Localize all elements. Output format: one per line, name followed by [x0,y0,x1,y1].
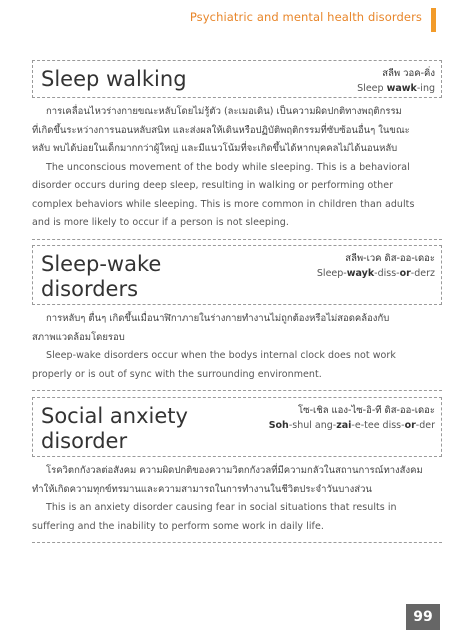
english-definition-line: disorder occurs during deep sleep, resulting in walking or performing other [32,180,394,191]
english-definition-line: complex behaviors while sleeping. This is more common in children than adults [32,198,415,210]
thai-definition-line: โรควิตกกังวลต่อสังคม ความผิดปกติของความวิตกกังวลที่มีความกลัวในสถานการณ์ทางสังคม [46,465,423,476]
pron-part: -der [415,420,435,431]
pron-stress: wayk [346,268,375,279]
section-title: Psychiatric and mental health disorders [189,10,422,24]
pronunciation-roman [317,266,435,281]
english-definition-line: Sleep-wake disorders occur when the bodys internal clock does not work [46,350,396,361]
pron-stress: Soh [268,420,289,431]
term-box-social-anxiety-disorder [32,397,442,457]
pron-part: -diss- [374,268,400,279]
page-header [0,0,452,38]
term-title: Sleep walking [41,67,187,91]
pron-stress: or [399,268,411,279]
pron-part: -e-tee diss- [351,420,405,431]
thai-definition-line: สภาพแวดล้อมโดยรอบ [32,331,125,343]
pronunciation [357,66,435,96]
pron-part: -derz [410,268,435,279]
term-title-line: disorders [41,277,139,301]
thai-definition-line: ทำให้เกิดความทุกข์ทรมานและความสามารถในการทำงานในชีวิตประจำวันบางส่วน [32,483,372,495]
definition-sleep-walking [32,103,442,240]
pronunciation-roman [269,418,435,433]
pron-stress: wawk [386,83,417,94]
english-definition-line: This is an anxiety disorder causing fear in social situations that results in [46,502,397,513]
page-number: 99 [406,604,440,630]
term-box-sleep-wake-disorders [32,245,442,305]
english-definition-line: suffering and the inability to perform some work in daily life. [32,520,324,532]
pronunciation-thai: โซ-เชิล แอง-ไซ-อิ-ที ดิส-ออ-เดอะ [298,405,435,416]
thai-definition-line: การเคลื่อนไหวร่างกายขณะหลับโดยไม่รู้ตัว (ละเมอเดิน) เป็นความผิดปกติทางพฤติกรรม [46,106,402,117]
pronunciation-roman [357,81,435,96]
term-box-sleep-walking [32,60,442,98]
pron-part: Sleep- [316,268,347,279]
english-definition-line: and is more likely to occur if a person is not sleeping. [32,217,289,228]
pron-part: -ing [416,83,435,94]
term-title [41,404,188,454]
definition-social-anxiety-disorder [32,462,442,543]
term-title-line: Sleep-wake [41,252,162,276]
term-title-line: Social anxiety [41,404,188,428]
thai-definition-line: หลับ พบได้บ่อยในเด็กมากกว่าผู้ใหญ่ และมีแนวโน้มที่จะเกิดขึ้นได้หากบุคคลไม่ได้นอนหลับ [32,143,398,154]
pron-stress: zai [336,420,352,431]
english-definition-line: properly or is out of sync with the surrounding environment. [32,368,322,380]
term-title [41,252,161,302]
thai-definition-line: ที่เกิดขึ้นระหว่างการนอนหลับสนิท และส่งผลให้เดินหรือปฏิบัติพฤติกรรมที่ซับซ้อนอื่นๆ ในขณะ [32,124,410,136]
thai-definition-line: การหลับๆ ตื่นๆ เกิดขึ้นเมื่อนาฬิกาภายในร่างกายทำงานไม่ถูกต้องหรือไม่สอดคล้องกับ [46,313,390,324]
definition-sleep-wake-disorders [32,310,442,391]
pronunciation [269,403,435,433]
header-accent-bar [431,8,436,32]
pron-part: Sleep [357,83,387,94]
pronunciation [317,251,435,281]
pron-part: -shul ang- [288,420,337,431]
pronunciation-thai: สลีพ-เวค ดิส-ออ-เดอะ [345,253,435,264]
term-title-line: disorder [41,429,128,453]
pronunciation-thai: สลีพ วอค-คิ่ง [382,68,435,79]
english-definition-line: The unconscious movement of the body while sleeping. This is a behavioral [46,161,410,173]
pron-stress: or [404,420,416,431]
